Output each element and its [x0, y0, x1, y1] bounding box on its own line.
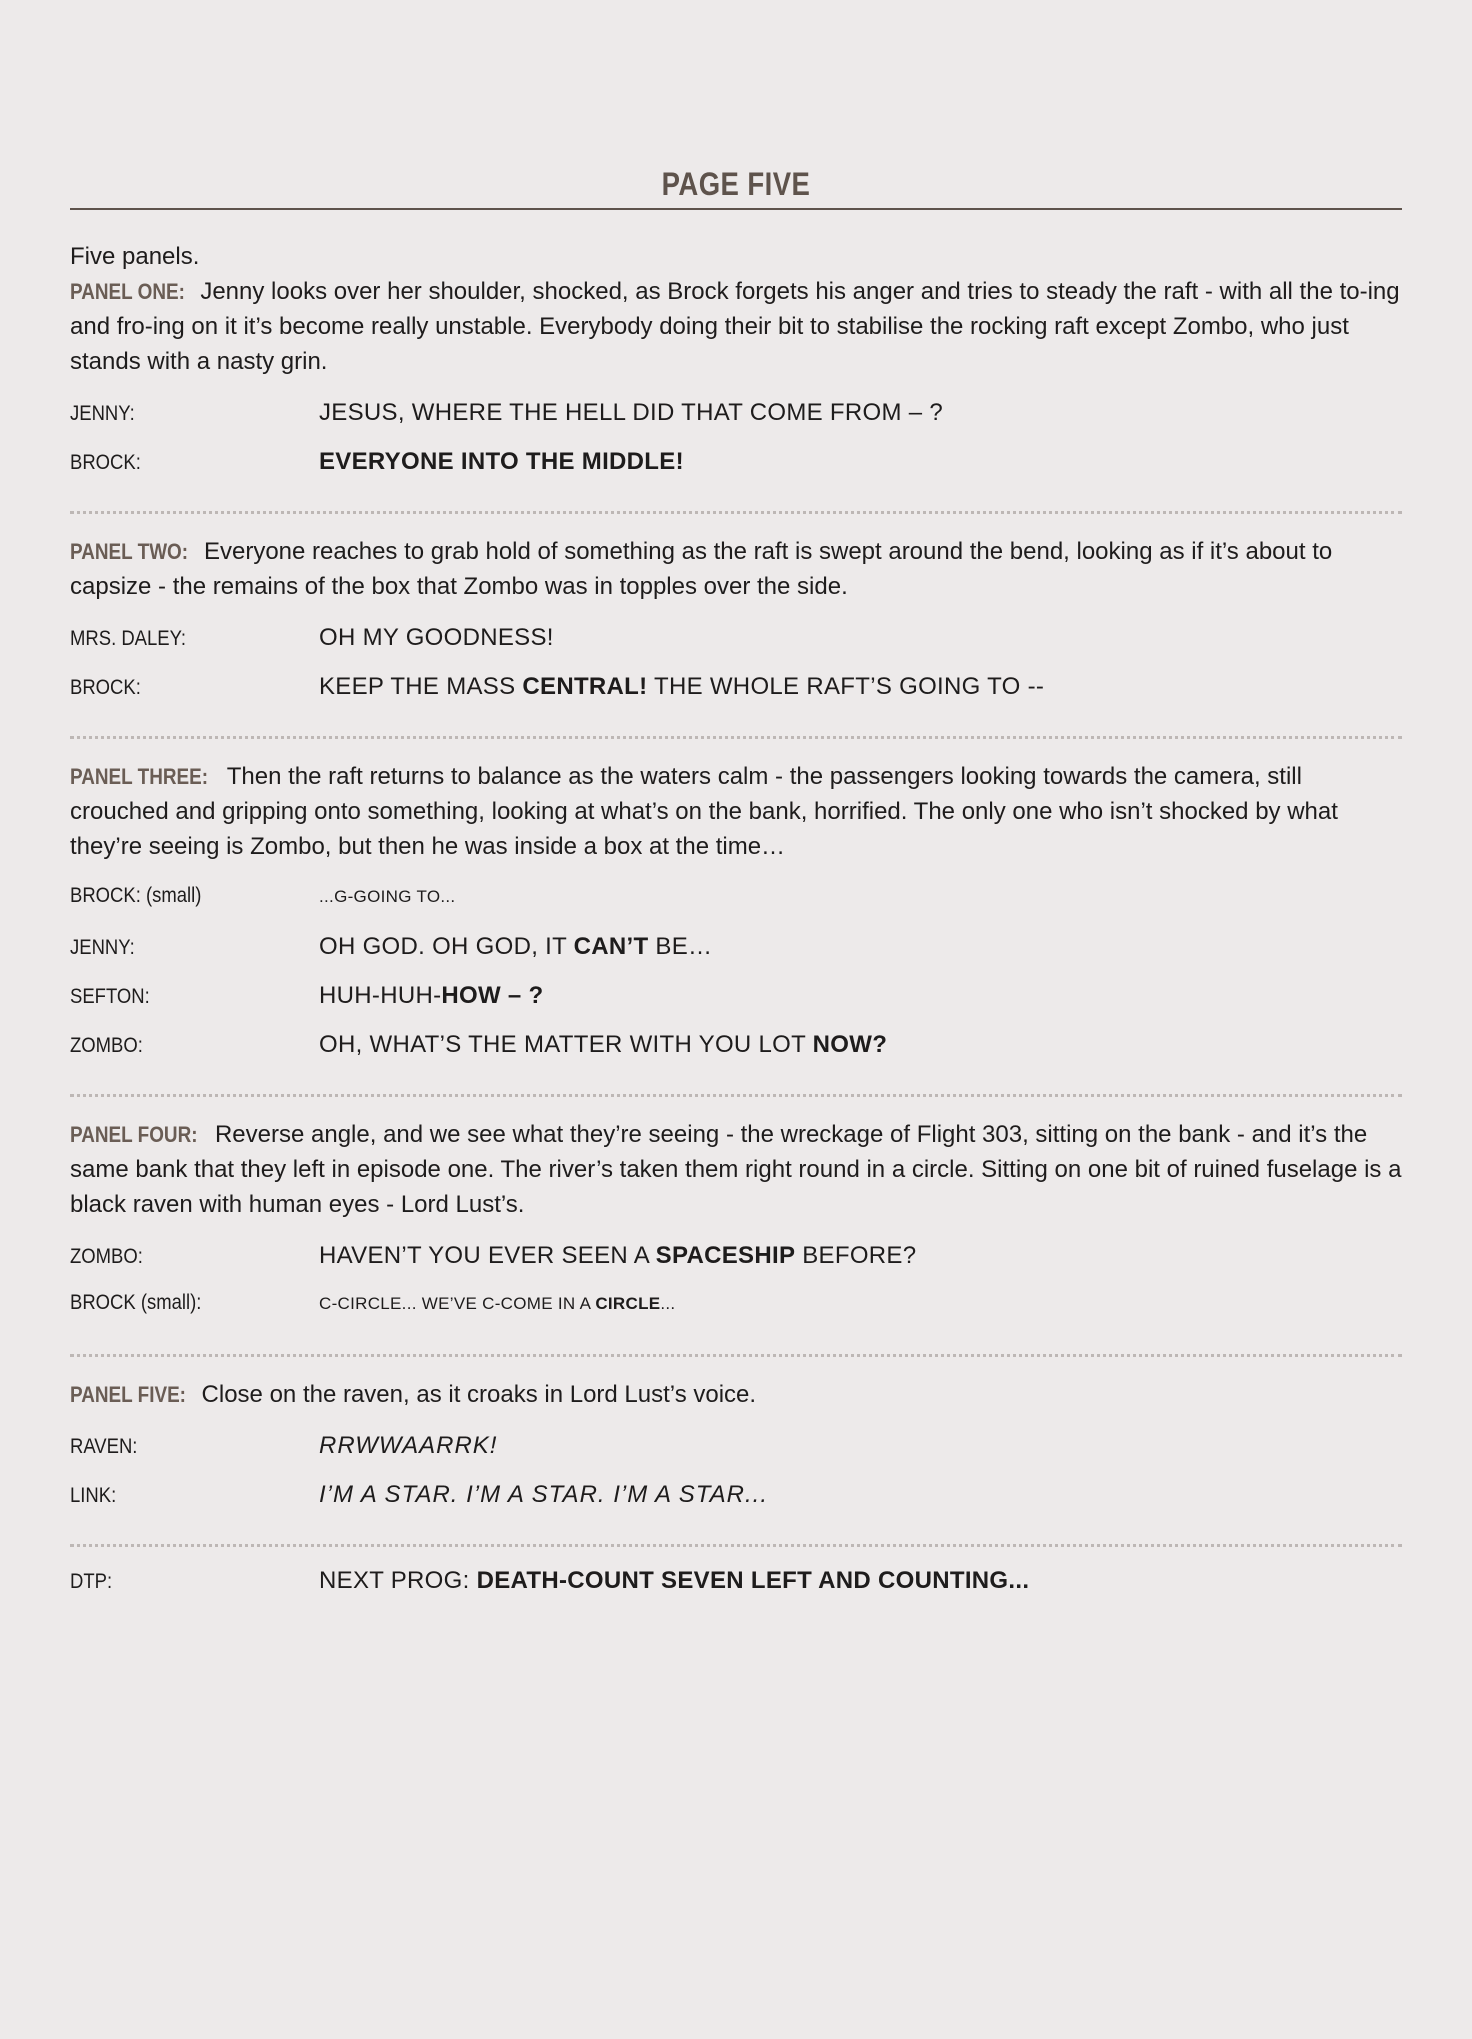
speech-part: BE… — [648, 933, 713, 960]
panel-divider — [70, 1544, 1402, 1547]
dialog-line — [70, 399, 1402, 448]
speech-text — [319, 673, 1044, 701]
speech-emphasis: CIRCLE — [595, 1294, 661, 1313]
speech-part: ...G-GOING TO... — [319, 887, 456, 906]
panel-divider — [70, 1354, 1402, 1357]
speaker-name: BROCK: — [70, 451, 141, 474]
speech-text — [319, 1031, 887, 1059]
dialog-line — [70, 982, 1402, 1031]
speech-part: KEEP THE MASS — [319, 673, 523, 700]
speaker-name: BROCK: — [70, 676, 141, 699]
dialog-line — [70, 1567, 1402, 1616]
dialog-line — [70, 624, 1402, 673]
speech-text — [319, 624, 554, 652]
speech-part: I’M A STAR. I’M A STAR. I’M A STAR... — [319, 1481, 769, 1508]
panel-description — [70, 534, 1402, 604]
speech-text — [319, 1567, 1029, 1595]
panel-description-text: Everyone reaches to grab hold of something as the raft is swept around the bend, looking as if it’s about to capsize - the remains of the box that Zombo was in topples over the side. — [70, 538, 1333, 600]
speech-text — [319, 887, 455, 907]
dialog-block — [70, 1432, 1402, 1530]
speech-part: HUH-HUH- — [319, 982, 442, 1009]
panel-two — [70, 534, 1402, 722]
speaker-name: BROCK: (small) — [70, 884, 202, 907]
speech-part: HAVEN’T YOU EVER SEEN A — [319, 1242, 656, 1269]
panel-five — [70, 1377, 1402, 1530]
dialog-line — [70, 1481, 1402, 1530]
speech-text — [319, 982, 544, 1010]
speech-part: BEFORE? — [795, 1242, 917, 1269]
dialog-line — [70, 933, 1402, 982]
dialog-line — [70, 884, 1402, 933]
speech-text — [319, 448, 684, 476]
speaker-name: ZOMBO: — [70, 1245, 143, 1268]
dtp-footer — [70, 1567, 1402, 1616]
speaker-name: JENNY: — [70, 402, 135, 425]
speech-text — [319, 399, 943, 427]
panel-description — [70, 1117, 1402, 1222]
speech-part: NEXT PROG: — [319, 1567, 477, 1594]
panel-description — [70, 1377, 1402, 1412]
panel-divider — [70, 511, 1402, 514]
panel-three — [70, 759, 1402, 1080]
dialog-block — [70, 1242, 1402, 1340]
speaker-name: DTP: — [70, 1570, 113, 1593]
speech-part: ... — [660, 1294, 676, 1313]
panel-four — [70, 1117, 1402, 1340]
dialog-line — [70, 1432, 1402, 1481]
panel-divider — [70, 736, 1402, 739]
panel-description-text: Close on the raven, as it croaks in Lord Lust’s voice. — [201, 1381, 757, 1408]
speech-text — [319, 1294, 675, 1314]
dialog-line — [70, 673, 1402, 722]
panel-description — [70, 759, 1402, 864]
title-rule — [70, 208, 1402, 210]
panel-description-text: Then the raft returns to balance as the waters calm - the passengers looking towards the camera, still crouched and gripping onto something, looking at what’s on the bank, horrified. The only one who isn’t shocked by what they’re seeing is Zombo, but then he was inside a box at the time… — [70, 763, 1338, 860]
speech-emphasis: EVERYONE INTO THE MIDDLE! — [319, 448, 684, 475]
speech-emphasis: DEATH-COUNT SEVEN LEFT AND COUNTING... — [476, 1567, 1030, 1594]
speech-text — [319, 1481, 768, 1509]
dialog-block — [70, 884, 1402, 1080]
dialog-line — [70, 448, 1402, 497]
panel-label: PANEL FIVE: — [70, 1382, 186, 1407]
panel-divider — [70, 1094, 1402, 1097]
speech-part: C-CIRCLE... WE’VE C-COME IN A — [319, 1294, 596, 1313]
speech-emphasis: SPACESHIP — [655, 1242, 796, 1269]
speaker-name: JENNY: — [70, 936, 135, 959]
panel-one — [70, 274, 1402, 497]
speech-part: OH MY GOODNESS! — [319, 624, 554, 651]
speaker-name: ZOMBO: — [70, 1034, 143, 1057]
page-title: PAGE FIVE — [661, 166, 811, 202]
dialog-line — [70, 1242, 1402, 1291]
speaker-name: SEFTON: — [70, 985, 150, 1008]
intro-text: Five panels. — [70, 243, 200, 270]
speech-emphasis: CAN’T — [573, 933, 649, 960]
speech-part: RRWWAARRK! — [319, 1432, 498, 1459]
speech-text — [319, 933, 712, 961]
speaker-name: MRS. DALEY: — [70, 627, 187, 650]
panel-label: PANEL ONE: — [70, 279, 185, 304]
panel-label: PANEL THREE: — [70, 764, 209, 789]
speech-part: THE WHOLE RAFT’S GOING TO -- — [647, 673, 1045, 700]
panel-label: PANEL FOUR: — [70, 1122, 198, 1147]
speaker-name: RAVEN: — [70, 1435, 138, 1458]
speech-text — [319, 1432, 497, 1460]
dialog-line — [70, 1031, 1402, 1080]
speech-emphasis: CENTRAL! — [522, 673, 648, 700]
dialog-block — [70, 399, 1402, 497]
dialog-block — [70, 624, 1402, 722]
title-block — [70, 0, 1402, 210]
speaker-name: LINK: — [70, 1484, 117, 1507]
dialog-line — [70, 1291, 1402, 1340]
speech-text — [319, 1242, 916, 1270]
speech-part: OH GOD. OH GOD, IT — [319, 933, 574, 960]
panel-label: PANEL TWO: — [70, 539, 189, 564]
panel-description-text: Jenny looks over her shoulder, shocked, as Brock forgets his anger and tries to steady the raft - with all the to-ing and fro-ing on it it’s become really unstable. Everybody doing their bit to stabilise the rocking raft except Zombo, who just stands with a nasty grin. — [70, 278, 1400, 375]
speech-part: OH, WHAT’S THE MATTER WITH YOU LOT — [319, 1031, 813, 1058]
speech-part: JESUS, WHERE THE HELL DID THAT COME FROM – ? — [319, 399, 943, 426]
speech-emphasis: HOW – ? — [441, 982, 544, 1009]
panel-description — [70, 274, 1402, 379]
panel-description-text: Reverse angle, and we see what they’re seeing - the wreckage of Flight 303, sitting on the bank - and it’s the same bank that they left in episode one. The river’s taken them right round in a circle. Sitting on one bit of ruined fuselage is a black raven with human eyes - Lord Lust’s. — [70, 1121, 1402, 1218]
speaker-name: BROCK (small): — [70, 1291, 202, 1314]
speech-emphasis: NOW? — [812, 1031, 888, 1058]
